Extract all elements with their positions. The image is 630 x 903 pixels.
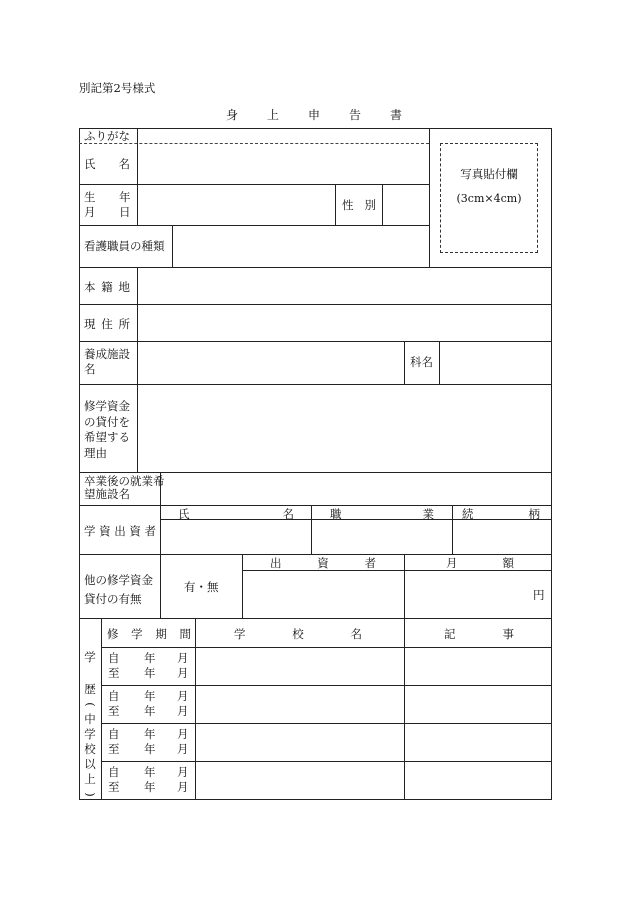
birth-char-1: 生 [84,190,96,204]
history-row-month: 月 [177,689,189,703]
sex-label: 性 別 [342,198,376,212]
history-row-month: 月 [177,727,189,741]
history-row-to: 至 [108,742,120,756]
furigana-label: ふりがな [84,129,130,143]
yes-no-label: 有・無 [184,580,219,594]
other-loan-label: 他の修学資金貸付の有無 [84,573,153,606]
investor-label: 学 資 出 資 者 [84,524,156,538]
photo-box [440,143,538,253]
history-row-from: 自 [108,727,120,741]
school-name-label: 養成施設名 [84,347,130,376]
history-side-label: 学 歴 ( 中 学 校 以 上 ) [83,650,98,797]
yen-label: 円 [533,588,545,602]
investor-col-job: 職 業 [330,507,434,521]
name-label: 氏 名 [84,157,130,171]
other-col-investor: 出 資 者 [270,556,376,570]
investor-col-name: 氏 名 [178,507,294,521]
history-row-to: 至 [108,704,120,718]
other-col-amount: 月 額 [446,556,514,570]
photo-size: (3cm×4cm) [456,192,522,205]
history-row-year: 年 [144,689,156,703]
birth-char-4: 日 [119,205,131,219]
history-row-month: 月 [177,765,189,779]
birth-char-2: 年 [119,190,131,204]
history-row-month: 月 [177,651,189,665]
investor-col-relation: 続 柄 [462,507,540,521]
history-row-from: 自 [108,765,120,779]
history-row-year: 年 [144,651,156,665]
history-row-month: 月 [177,780,189,794]
birth-char-3: 月 [84,205,96,219]
history-row-year: 年 [144,727,156,741]
facility-label: 卒業後の就業希望施設名 [84,474,165,501]
photo-label: 写真貼付欄 [460,167,518,181]
history-col-school: 学 校 名 [234,627,362,641]
domicile-label: 本 籍 地 [84,280,130,294]
history-row-year: 年 [144,704,156,718]
history-row-month: 月 [177,666,189,680]
address-label: 現 住 所 [84,317,130,331]
history-row-from: 自 [108,689,120,703]
history-row-month: 月 [177,704,189,718]
history-row-from: 自 [108,651,120,665]
history-row-year: 年 [144,765,156,779]
form-number: 別記第2号様式 [79,81,156,95]
department-label: 科名 [410,355,433,369]
history-row-to: 至 [108,780,120,794]
history-row-to: 至 [108,666,120,680]
history-row-year: 年 [144,780,156,794]
history-row-year: 年 [144,666,156,680]
form-title: 身 上 申 告 書 [226,108,402,122]
history-col-period: 修 学 期 間 [107,627,191,641]
reason-label: 修学資金の貸付を希望する理由 [84,399,130,460]
history-col-notes: 記 事 [444,627,514,641]
history-row-month: 月 [177,742,189,756]
nurse-type-label: 看護職員の種類 [84,239,165,253]
history-row-year: 年 [144,742,156,756]
